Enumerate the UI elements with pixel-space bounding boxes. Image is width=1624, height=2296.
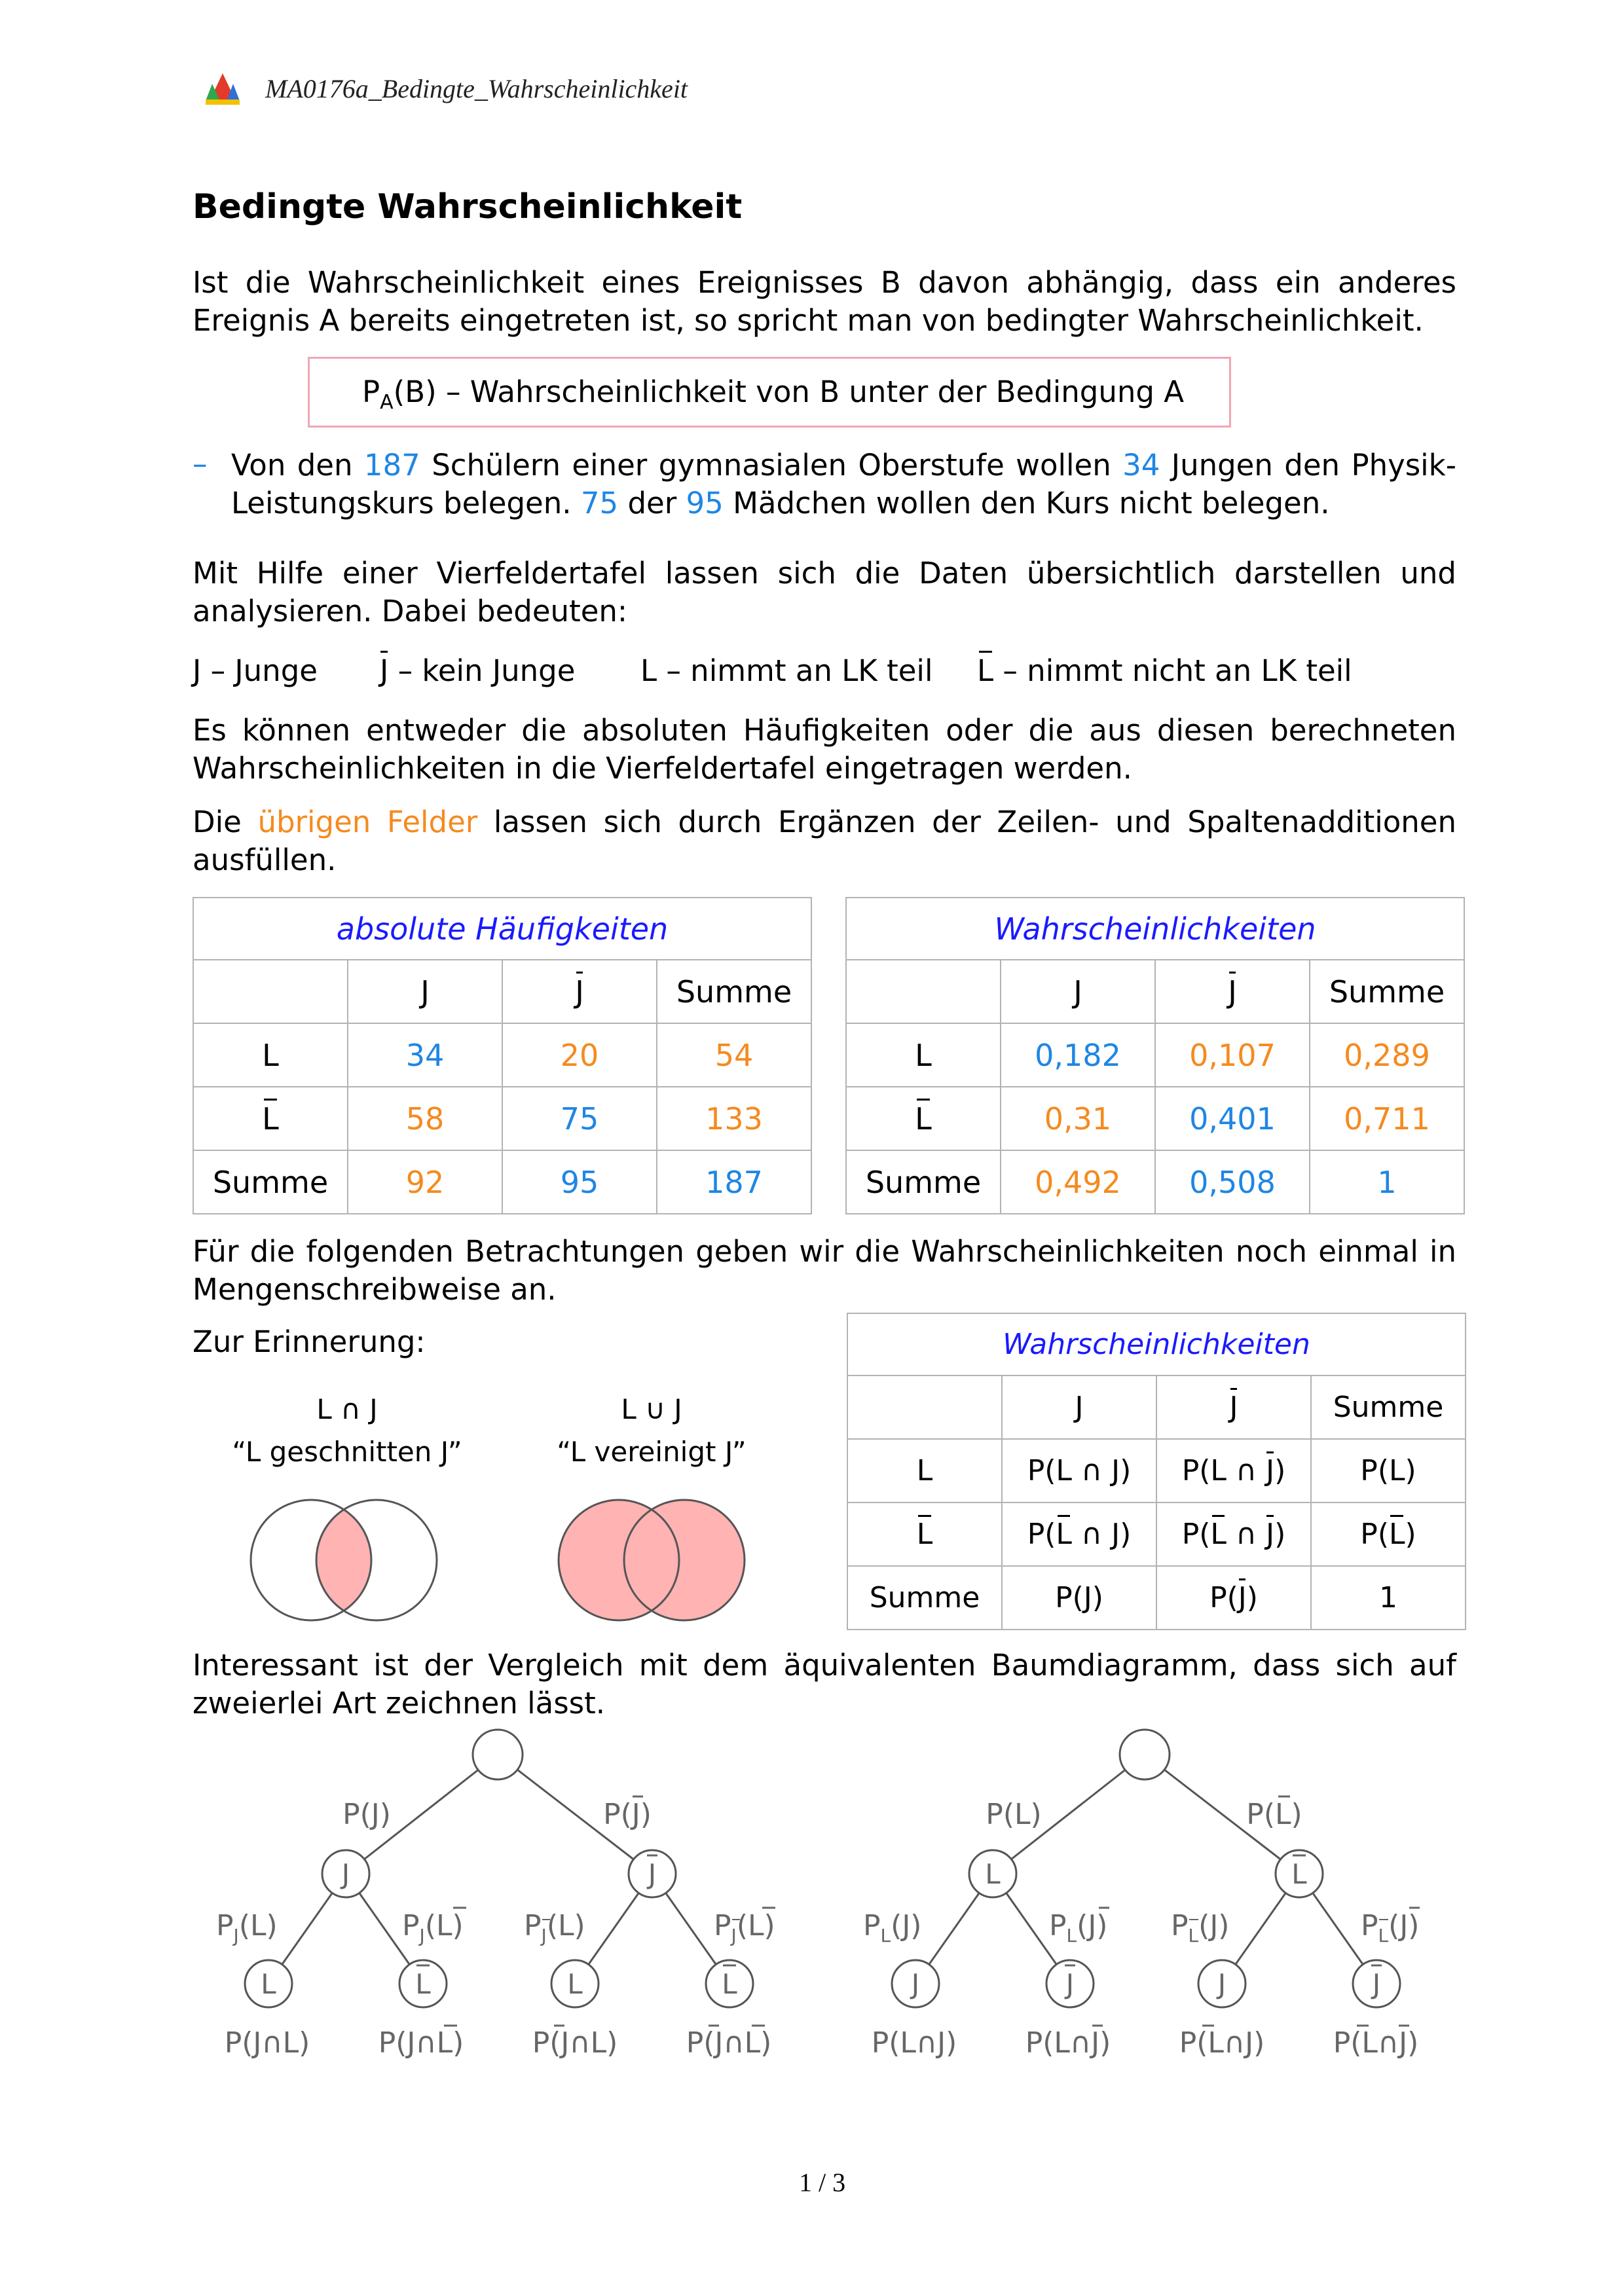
tree-result: P(L∩J): [1179, 2026, 1265, 2060]
tree-leaf: L: [261, 1968, 276, 2000]
girls-not-count: 75: [580, 486, 619, 520]
definition-subscript: A: [380, 391, 394, 414]
branch-label: P(L): [1246, 1798, 1302, 1831]
felder-paragraph: Die übrigen Felder lassen sich durch Ergänzen der Zeilen- und Spaltenadditionen ausfüllen.: [193, 805, 1456, 877]
tree-result: P(J∩L): [378, 2026, 464, 2060]
branch-label: $P_L(J)$: [1361, 1909, 1420, 1946]
definition-box: [308, 357, 1231, 428]
tree-right: [863, 1730, 1420, 2060]
branch-label: $P_J(L)$: [524, 1909, 585, 1946]
table-absolute: absolute Häufigkeiten J J Summe L 34 20 54 L 58 75 133 Summe 92 95 187: [193, 897, 812, 1214]
tafel-paragraph: Mit Hilfe einer Vierfeldertafel lassen sich die Daten übersichtlich darstellen und analysieren. Dabei bedeuten:: [193, 556, 1456, 629]
tree-result: P(J∩L): [224, 2026, 310, 2060]
legend-not-l: L – nimmt nicht an LK teil: [977, 653, 1352, 688]
definition-symbol: P: [362, 374, 380, 409]
legend-j: J – Junge: [193, 653, 318, 688]
table-caption: Wahrscheinlichkeiten: [846, 898, 1464, 960]
tree-node: L: [985, 1858, 1001, 1890]
tree-node: J: [341, 1858, 350, 1890]
tree-node: J: [648, 1858, 657, 1890]
tree-leaf: J: [1065, 1968, 1075, 2000]
branch-label: $P_L(J)$: [1049, 1909, 1108, 1946]
table-symbolic: Wahrscheinlichkeiten J J Summe L P(L ∩ J) P(L ∩ J) P(L) L P(L ∩ J) P(L ∩ J) P(L) Summe P(J) P(J) 1: [847, 1313, 1466, 1630]
legend-l: L – nimmt an LK teil: [640, 653, 933, 688]
union-symbol: L ∪ J: [621, 1393, 682, 1425]
page-number: 1 / 3: [799, 2168, 846, 2197]
highlight-felder: übrigen Felder: [257, 805, 478, 839]
intersection-symbol: L ∩ J: [316, 1393, 378, 1425]
example-paragraph: Von den 187 Schülern einer gymnasialen Oberstufe wollen 34 Jungen den Physik-Leistungskurs belegen. 75 der 95 Mädchen wollen den Kurs nicht belegen.: [231, 448, 1456, 520]
tree-leaf: J: [1217, 1968, 1227, 2000]
erinnerung-label: Zur Erinnerung:: [193, 1324, 426, 1359]
branch-label: $P_J(L)$: [714, 1909, 775, 1946]
intro-paragraph: Ist die Wahrscheinlichkeit eines Ereignisses B davon abhängig, dass ein anderes Ereignis A bereits eingetreten ist, so spricht man von bedingter Wahrscheinlichkeit.: [193, 265, 1456, 338]
branch-label: $P_L(J)$: [1171, 1909, 1230, 1946]
branch-label: P(J): [603, 1798, 652, 1831]
girls-count: 95: [686, 486, 724, 520]
venn-intersection: [249, 1498, 445, 1622]
tree-result: P(L∩J): [1333, 2026, 1419, 2060]
definition-arg: (B): [393, 374, 437, 409]
definition-text: – Wahrscheinlichkeit von B unter der Bedingung A: [436, 374, 1185, 409]
logo-icon: [204, 72, 241, 106]
tree-node: L: [1291, 1858, 1307, 1890]
bullet-dash: –: [193, 446, 208, 481]
tree-left: [216, 1730, 775, 2060]
table-caption: absolute Häufigkeiten: [193, 898, 811, 960]
branch-label: $P_J(L)$: [216, 1909, 278, 1946]
mengen-paragraph: Für die folgenden Betrachtungen geben wir die Wahrscheinlichkeiten noch einmal in Mengenschreibweise an.: [193, 1234, 1456, 1307]
baum-paragraph: Interessant ist der Vergleich mit dem äquivalenten Baumdiagramm, dass sich auf zweierlei Art zeichnen lässt.: [193, 1648, 1456, 1721]
total-count: 187: [363, 448, 420, 483]
tree-diagrams: [0, 1728, 1624, 2095]
tree-leaf: L: [415, 1968, 431, 2000]
tree-leaf: J: [911, 1968, 920, 2000]
tree-result: P(L∩J): [1025, 2026, 1111, 2060]
tree-result: P(J∩L): [532, 2026, 618, 2060]
union-text: “L vereinigt J”: [557, 1436, 747, 1468]
tree-leaf: L: [722, 1968, 737, 2000]
abs-paragraph: Es können entweder die absoluten Häufigkeiten oder die aus diesen berechneten Wahrscheinlichkeiten in die Vierfeldertafel eingetragen werden.: [193, 713, 1456, 786]
branch-label: $P_L(J)$: [863, 1909, 922, 1946]
tree-leaf: J: [1372, 1968, 1381, 2000]
branch-label: P(J): [342, 1798, 391, 1831]
tree-result: P(J∩L): [686, 2026, 772, 2060]
branch-label: P(L): [986, 1798, 1042, 1831]
branch-label: $P_J(L)$: [402, 1909, 464, 1946]
legend-not-j: J – kein Junge: [380, 653, 576, 688]
table-probabilities: Wahrscheinlichkeiten J J Summe L 0,182 0,107 0,289 L 0,31 0,401 0,711 Summe 0,492 0,508 1: [845, 897, 1465, 1214]
boys-count: 34: [1122, 448, 1160, 483]
intersection-text: “L geschnitten J”: [232, 1436, 462, 1468]
venn-union: [557, 1498, 753, 1622]
tree-leaf: L: [567, 1968, 583, 2000]
page-title: Bedingte Wahrscheinlichkeit: [193, 187, 743, 227]
table-caption: Wahrscheinlichkeiten: [847, 1313, 1466, 1376]
document-id: MA0176a_Bedingte_Wahrscheinlichkeit: [265, 74, 688, 103]
tree-result: P(L∩J): [871, 2026, 957, 2060]
